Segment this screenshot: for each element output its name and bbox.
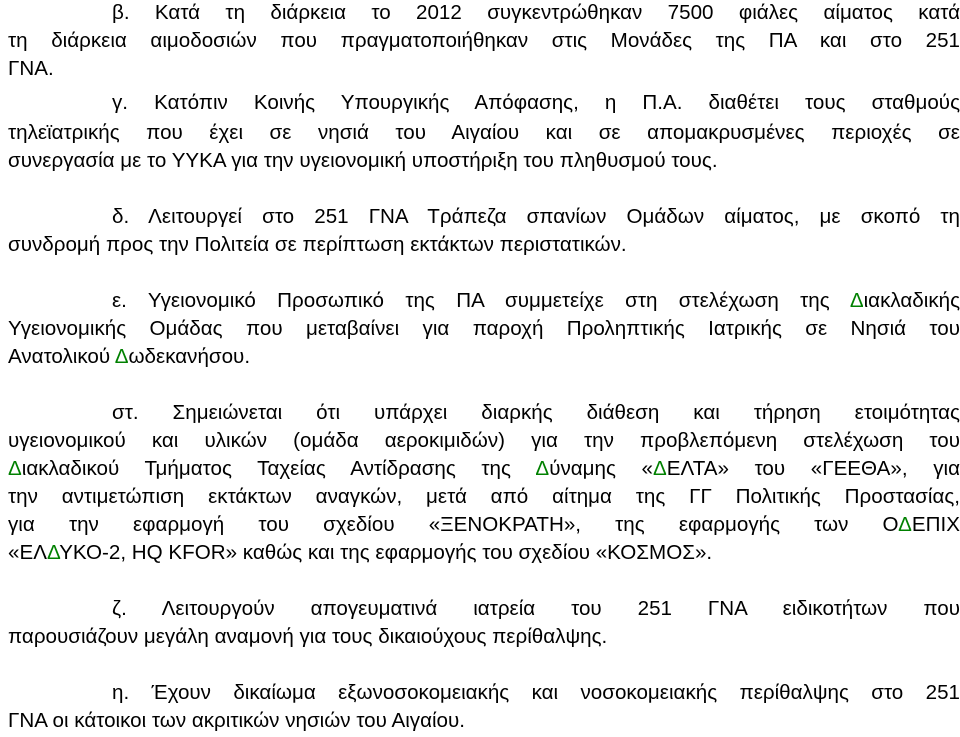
delta-glyph: Δ (8, 457, 22, 480)
paragraph-e-line-3: Ανατολικού Δωδεκανήσου. (8, 345, 251, 368)
paragraph-h-line-2: ΓΝΑ οι κάτοικοι των ακριτικών νησιών του Αιγαίου. (8, 709, 465, 732)
paragraph-z-line-1: ζ. Λειτουργούν απογευματινά ιατρεία του 251 ΓΝΑ ειδικοτήτων που (112, 597, 960, 620)
paragraph-e-line-1: ε. Υγειονομικό Προσωπικό της ΠΑ συμμετείχε στη στελέχωση της Διακλαδικής (112, 289, 960, 312)
delta-glyph: Δ (535, 457, 550, 480)
paragraph-st-line-4: την αντιμετώπιση εκτάκτων αναγκών, μετά από αίτημα της ΓΓ Πολιτικής Προστασίας, (8, 485, 960, 508)
delta-glyph: Δ (46, 541, 60, 564)
paragraph-b-line-3: ΓΝΑ. (8, 57, 54, 80)
paragraph-d-line-2: συνδρομή προς την Πολιτεία σε περίπτωση εκτάκτων περιστατικών. (8, 233, 627, 256)
paragraph-h-line-1: η. Έχουν δικαίωμα εξωνοσοκομειακής και νοσοκομειακής περίθαλψης στο 251 (112, 681, 960, 704)
paragraph-b-line-1: β. Κατά τη διάρκεια το 2012 συγκεντρώθηκαν 7500 φιάλες αίματος κατά (112, 1, 960, 24)
paragraph-st-line-2: υγειονομικού και υλικών (ομάδα αεροκιμιδών) για την προβλεπόμενη στελέχωση του (8, 429, 960, 452)
paragraph-b-line-2: τη διάρκεια αιμοδοσιών που πραγματοποιήθηκαν στις Μονάδες της ΠΑ και στο 251 (8, 29, 960, 52)
paragraph-e-line-2: Υγειονομικής Ομάδας που μεταβαίνει για παροχή Προληπτικής Ιατρικής σε Νησιά του (8, 317, 960, 340)
paragraph-st-line-5: για την εφαρμογή του σχεδίου «ΞΕΝΟΚΡΑΤΗ», της εφαρμογής των ΟΔΕΠΙΧ (8, 513, 960, 536)
paragraph-g-line-3: συνεργασία με το ΥΥΚΑ για την υγειονομική υποστήριξη του πληθυσμού τους. (8, 149, 718, 172)
delta-glyph: Δ (652, 457, 667, 480)
delta-glyph: Δ (114, 345, 129, 368)
delta-glyph: Δ (898, 513, 912, 536)
paragraph-g-line-2: τηλεϊατρικής που έχει σε νησιά του Αιγαίου και σε απομακρυσμένες περιοχές σε (8, 121, 960, 144)
paragraph-z-line-2: παρουσιάζουν μεγάλη αναμονή για τους δικαιούχους περίθαλψης. (8, 625, 608, 648)
paragraph-g-line-1: γ. Κατόπιν Κοινής Υπουργικής Απόφασης, η Π.Α. διαθέτει τους σταθμούς (112, 91, 960, 114)
paragraph-d-line-1: δ. Λειτουργεί στο 251 ΓΝΑ Τράπεζα σπανίων Ομάδων αίματος, με σκοπό τη (112, 205, 960, 228)
paragraph-st-line-6: «ΕΛΔΥΚΟ-2, HQ KFOR» καθώς και της εφαρμογής του σχεδίου «ΚΟΣΜΟΣ». (8, 541, 713, 564)
delta-glyph: Δ (849, 289, 864, 312)
paragraph-st-line-1: στ. Σημειώνεται ότι υπάρχει διαρκής διάθεση και τήρηση ετοιμότητας (112, 401, 960, 424)
paragraph-st-line-3: Διακλαδικού Τμήματος Ταχείας Αντίδρασης της Δύναμης «ΔΕΛΤΑ» του «ΓΕΕΘΑ», για (8, 457, 960, 480)
